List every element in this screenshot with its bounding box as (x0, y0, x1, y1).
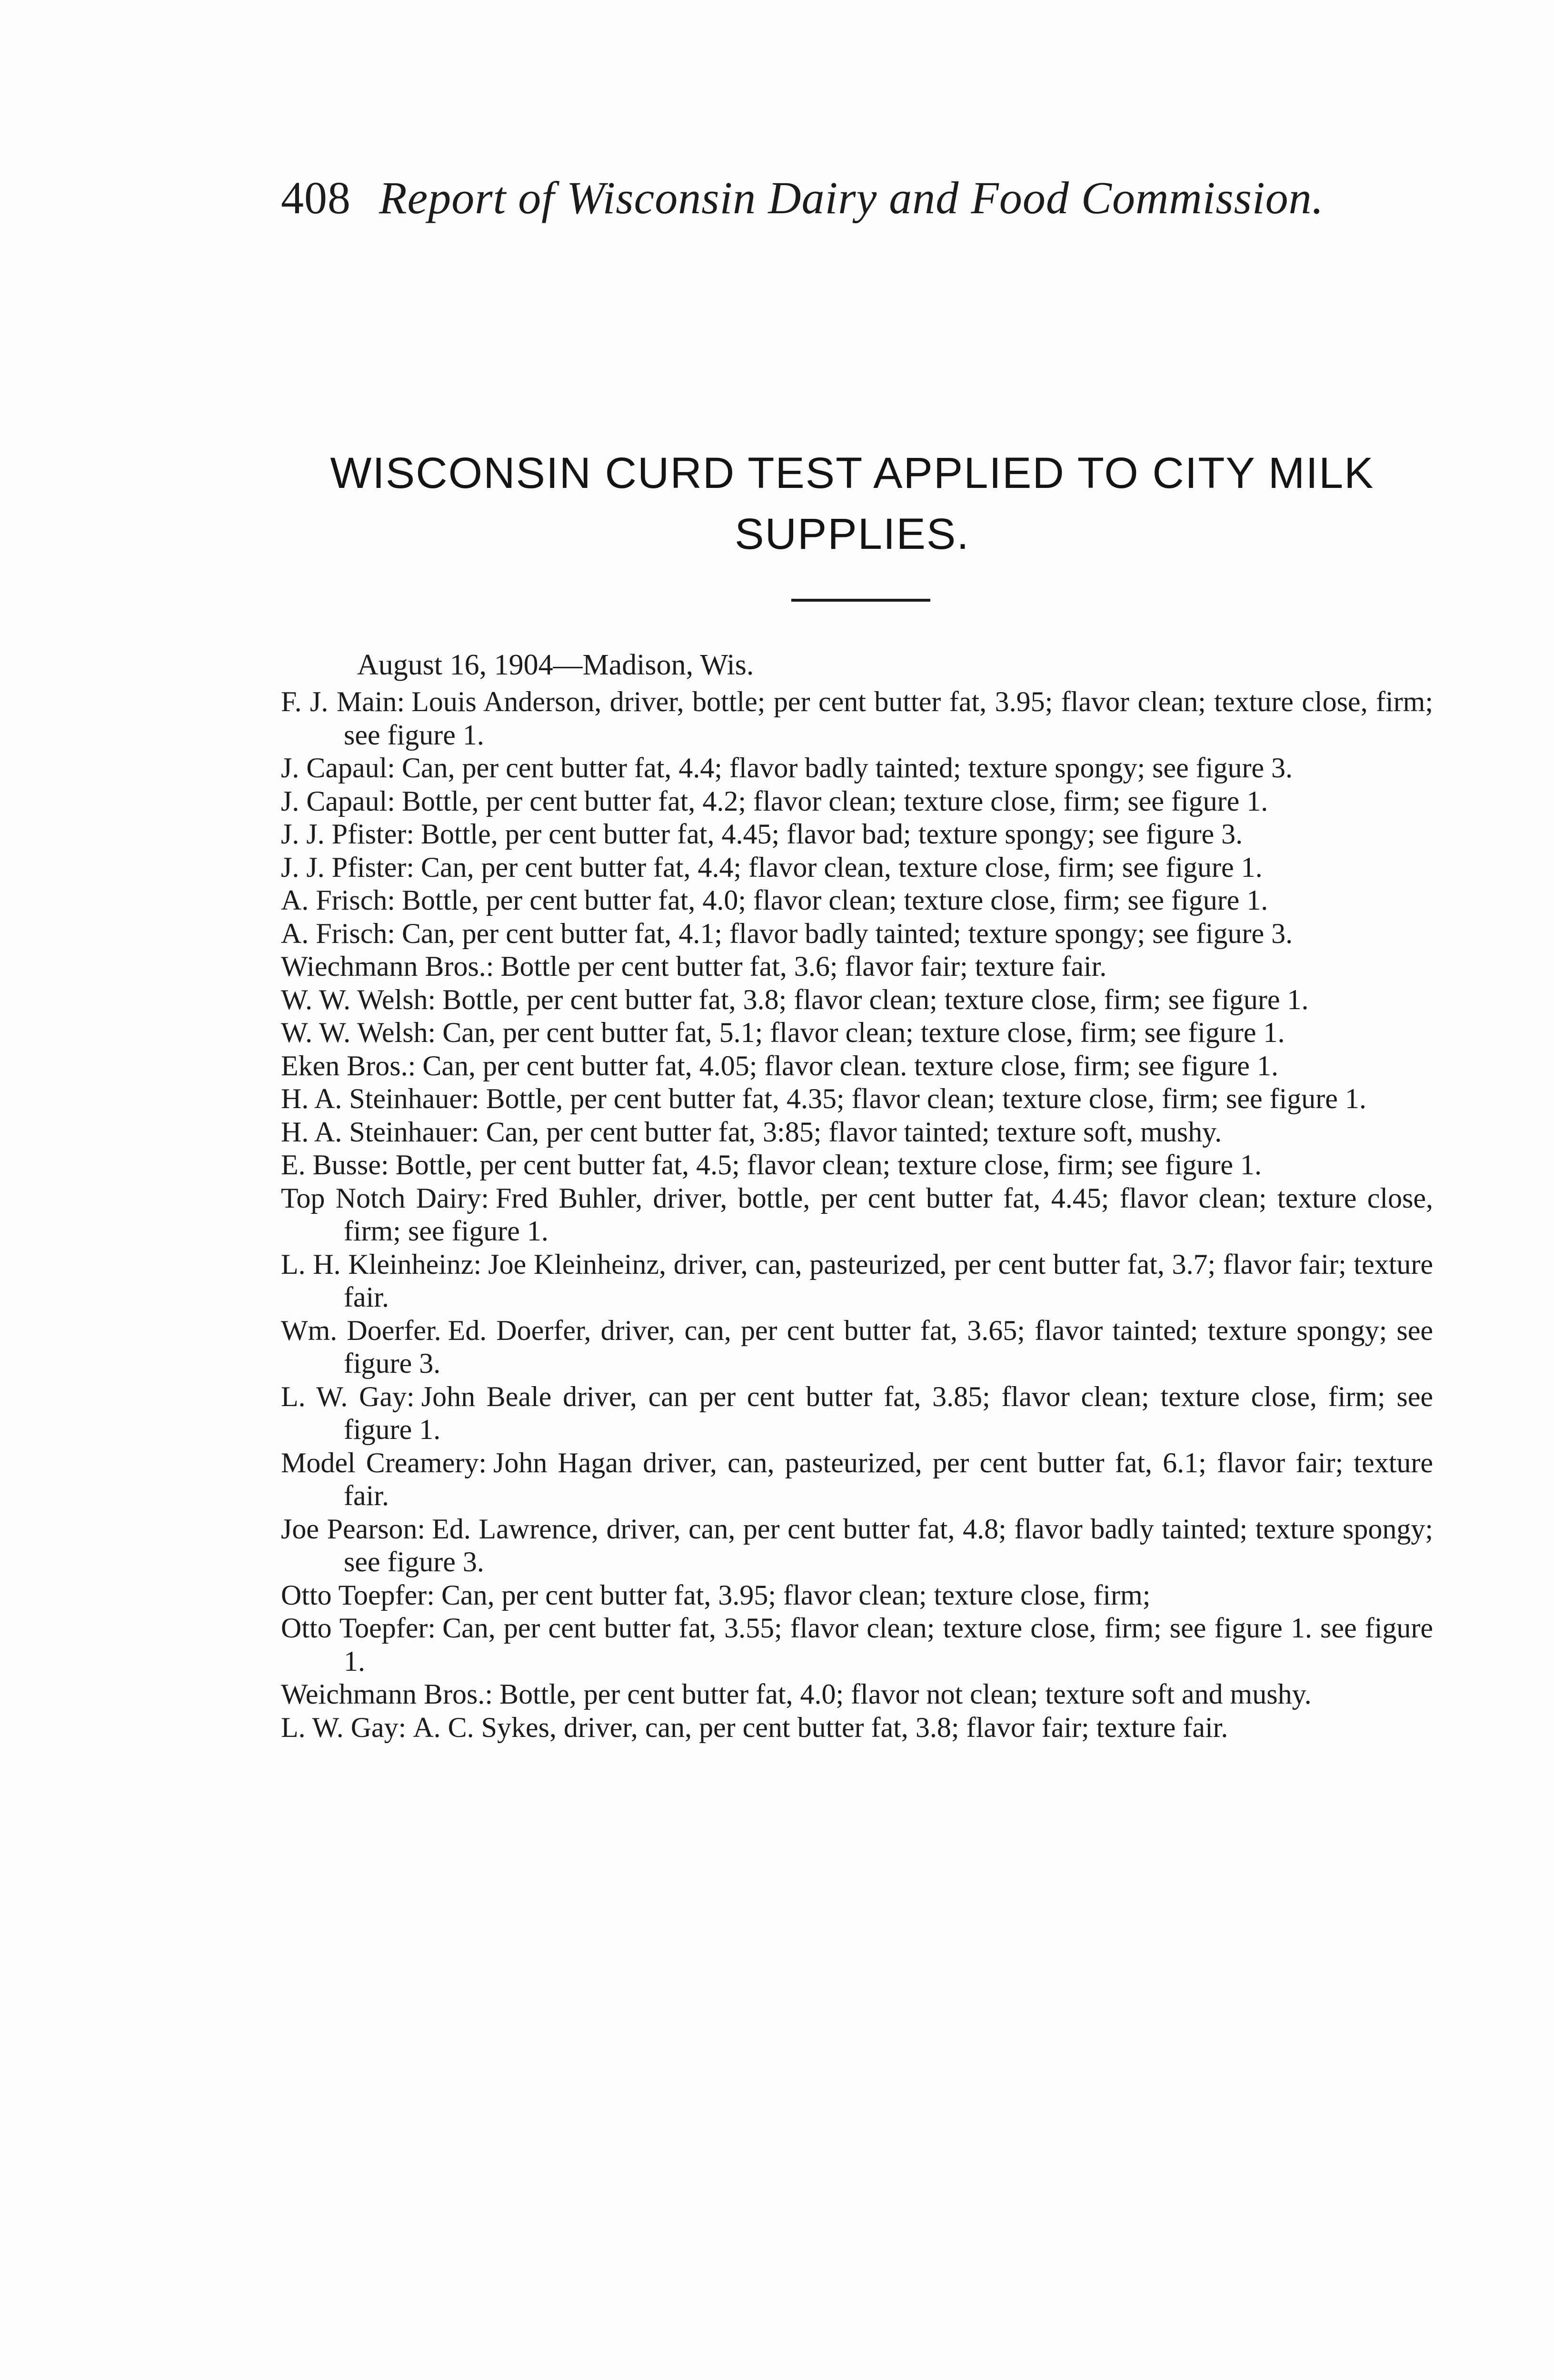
entry-name: E. Busse: (281, 1149, 389, 1180)
entry-text: Ed. Lawrence, driver, can, per cent butter fat, 4.8; flavor badly tainted; texture spongy; see figure 3. (344, 1513, 1433, 1577)
entry-text: John Hagan driver, can, pasteurized, per cent butter fat, 6.1; flavor fair; texture fair. (344, 1447, 1433, 1511)
entry-text: John Beale driver, can per cent butter fat, 3.85; flavor clean; texture close, firm; see figure 1. (344, 1380, 1434, 1445)
entry-text: Can, per cent butter fat, 3.55; flavor clean; texture close, firm; see figure 1. see figure 1. (344, 1612, 1433, 1677)
page-number: 408 (281, 172, 351, 223)
entry-name: J. J. Pfister: (281, 851, 415, 883)
entry-text: Can, per cent butter fat, 4.05; flavor clean. texture close, firm; see figure 1. (422, 1050, 1278, 1081)
section-title-line-2: SUPPLIES. (735, 510, 970, 558)
entry-name: W. W. Welsh: (281, 1017, 436, 1048)
entry-text: Bottle, per cent butter fat, 4.2; flavor clean; texture close, firm; see figure 1. (401, 785, 1268, 817)
entry (281, 1513, 1433, 1579)
running-head (281, 171, 1324, 224)
entry-text: Can, per cent butter fat, 3:85; flavor tainted; texture soft, mushy. (486, 1116, 1222, 1148)
entry (281, 685, 1433, 752)
entry (281, 1149, 1433, 1182)
entry (281, 818, 1433, 851)
entry (281, 983, 1433, 1017)
entry (281, 1678, 1433, 1711)
entry-name: Model Creamery: (281, 1447, 487, 1478)
entry (281, 917, 1433, 951)
entry (281, 785, 1433, 818)
entry-name: Top Notch Dairy: (281, 1182, 489, 1214)
entry-text: Can, per cent butter fat, 4.4; flavor badly tainted; texture spongy; see figure 3. (401, 752, 1293, 783)
entry-list (281, 685, 1433, 1744)
entry (281, 1380, 1433, 1447)
entry-name: A. Frisch: (281, 917, 395, 949)
entry-name: A. Frisch: (281, 884, 395, 916)
section-title (267, 443, 1438, 565)
entry-text: Bottle, per cent butter fat, 3.8; flavor clean; texture close, firm; see figure 1. (442, 983, 1309, 1015)
entry-name: J. J. Pfister: (281, 818, 415, 850)
entry-name: Weichmann Bros.: (281, 1678, 493, 1710)
entry-name: J. Capaul: (281, 785, 395, 817)
entry-text: Louis Anderson, driver, bottle; per cent butter fat, 3.95; flavor clean; texture close, firm; see figure 1. (344, 686, 1434, 751)
entry-name: Wm. Doerfer. (281, 1314, 441, 1346)
entry-text: Can, per cent butter fat, 4.4; flavor clean, texture close, firm; see figure 1. (421, 851, 1263, 883)
entry (281, 1116, 1433, 1149)
entry (281, 1248, 1433, 1314)
entry (281, 1447, 1433, 1513)
running-title: Report of Wisconsin Dairy and Food Commission. (379, 172, 1324, 223)
entry-name: L. W. Gay: (281, 1380, 415, 1412)
entry-name: H. A. Steinhauer: (281, 1083, 479, 1114)
entry (281, 884, 1433, 917)
entry-text: Bottle, per cent butter fat, 4.5; flavor clean; texture close, firm; see figure 1. (395, 1149, 1262, 1180)
entry-text: Can, per cent butter fat, 4.1; flavor badly tainted; texture spongy; see figure 3. (402, 917, 1293, 949)
entry-name: Joe Pearson: (281, 1513, 426, 1545)
entry (281, 851, 1433, 884)
entry-name: W. W. Welsh: (281, 983, 436, 1015)
entry (281, 1016, 1433, 1050)
section-title-line-1: WISCONSIN CURD TEST APPLIED TO CITY MILK (330, 449, 1375, 497)
entry-text: Joe Kleinheinz, driver, can, pasteurized, per cent butter fat, 3.7; flavor fair; texture fair. (344, 1248, 1434, 1313)
entry (281, 1082, 1433, 1116)
entry (281, 1612, 1433, 1678)
entry-name: F. J. Main: (281, 686, 405, 717)
entry-name: H. A. Steinhauer: (281, 1116, 479, 1148)
entry-name: L. H. Kleinheinz: (281, 1248, 482, 1280)
entry-name: Otto Toepfer: (281, 1612, 436, 1644)
entry (281, 950, 1433, 983)
entry (281, 1711, 1433, 1745)
dateline: August 16, 1904—Madison, Wis. (357, 649, 754, 681)
entry-name: J. Capaul: (281, 752, 395, 783)
entry-text: Bottle, per cent butter fat, 4.0; flavor clean; texture close, firm; see figure 1. (402, 884, 1268, 916)
entry-text: Bottle, per cent butter fat, 4.0; flavor not clean; texture soft and mushy. (499, 1678, 1312, 1710)
entry (281, 752, 1433, 785)
entry (281, 1050, 1433, 1083)
entry-name: Wiechmann Bros.: (281, 951, 494, 982)
entry-name: L. W. Gay: (281, 1711, 407, 1743)
entry-text: Fred Buhler, driver, bottle, per cent butter fat, 4.45; flavor clean; texture close, firm; see figure 1. (344, 1182, 1434, 1247)
entry (281, 1579, 1433, 1612)
entry-text: Can, per cent butter fat, 5.1; flavor clean; texture close, firm; see figure 1. (442, 1017, 1285, 1048)
title-rule (791, 599, 930, 602)
entry (281, 1182, 1433, 1248)
entry-text: Bottle, per cent butter fat, 4.35; flavor clean; texture close, firm; see figure 1. (486, 1083, 1366, 1114)
entry-text: Bottle per cent butter fat, 3.6; flavor fair; texture fair. (500, 951, 1107, 982)
entry (281, 1314, 1433, 1380)
entry-text: Bottle, per cent butter fat, 4.45; flavor bad; texture spongy; see figure 3. (421, 818, 1243, 850)
entry-name: Otto Toepfer: (281, 1579, 435, 1611)
entry-text: Can, per cent butter fat, 3.95; flavor clean; texture close, firm; (441, 1579, 1151, 1611)
entry-text: A. C. Sykes, driver, can, per cent butter fat, 3.8; flavor fair; texture fair. (413, 1711, 1228, 1743)
entry-name: Eken Bros.: (281, 1050, 416, 1081)
entry-text: Ed. Doerfer, driver, can, per cent butter fat, 3.65; flavor tainted; texture spongy; see figure 3. (344, 1314, 1434, 1379)
